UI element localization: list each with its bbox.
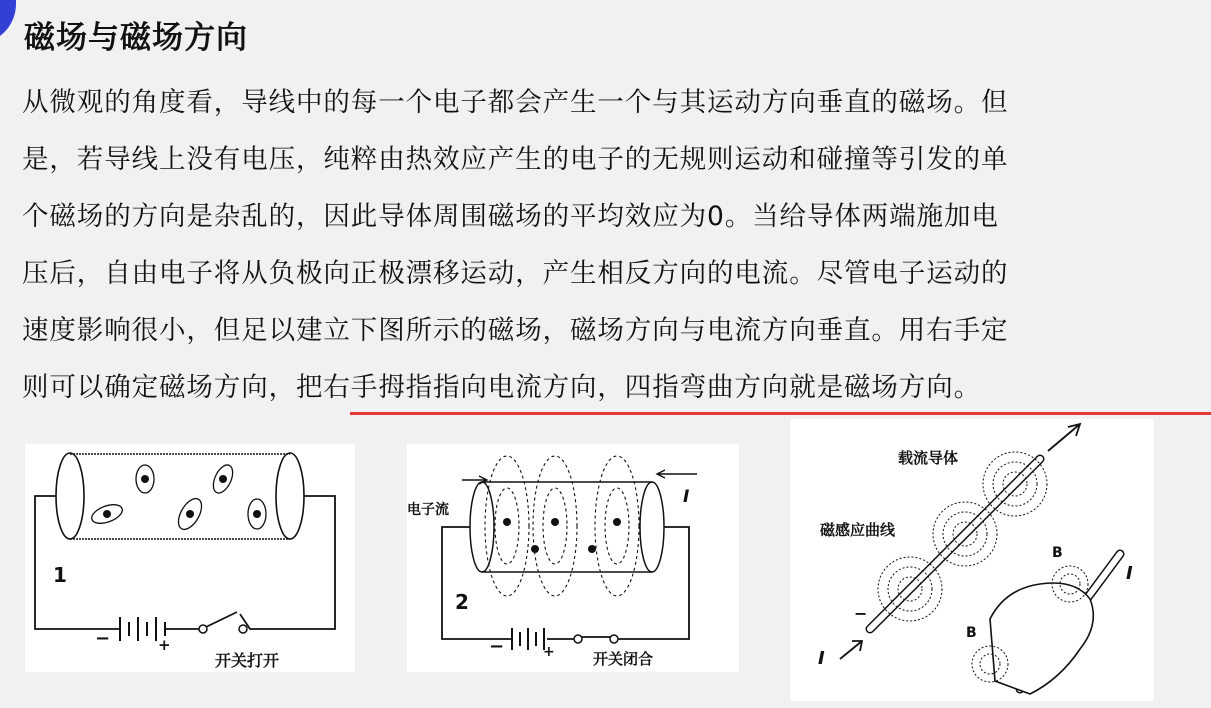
minus-sign: −	[489, 636, 505, 657]
current-label: I	[683, 487, 690, 507]
figure-switch-closed-diagram	[407, 444, 739, 672]
page-title: 磁场与磁场方向	[24, 20, 248, 56]
field-curve-label: 磁感应曲线	[820, 521, 896, 539]
highlight-underline	[350, 412, 1211, 415]
figure-switch-open-diagram	[25, 444, 355, 672]
paragraph-line: 则可以确定磁场方向，把右手拇指指向电流方向，四指弯曲方向就是磁场方向。	[22, 372, 981, 403]
switch-label: 开关打开	[215, 651, 280, 670]
figure-number: 2	[455, 590, 469, 614]
figure-number: 1	[53, 563, 67, 587]
paragraph-line: 速度影响很小，但足以建立下图所示的磁场，磁场方向与电流方向垂直。用右手定	[22, 315, 1009, 346]
b-label: B	[1052, 545, 1063, 561]
paragraph-line: 个磁场的方向是杂乱的，因此导体周围磁场的平均效应为0。当给导体两端施加电	[22, 201, 999, 232]
corner-accent	[0, 0, 16, 44]
figure-switch-closed	[407, 444, 739, 672]
paragraph-line: 从微观的角度看，导线中的每一个电子都会产生一个与其运动方向垂直的磁场。但	[22, 87, 1009, 118]
plus-sign: +	[158, 636, 171, 654]
conductor-label: 载流导体	[898, 449, 959, 467]
figure-switch-open	[25, 444, 355, 672]
current-label-right: I	[1126, 563, 1133, 584]
minus-sign: −	[95, 628, 111, 649]
body-paragraph	[22, 74, 1192, 416]
figure-right-hand-rule-diagram	[790, 419, 1154, 701]
minus-sign: −	[854, 604, 868, 623]
plus-sign: +	[543, 644, 555, 660]
switch-label: 开关闭合	[593, 650, 654, 668]
paragraph-line: 是，若导线上没有电压，纯粹由热效应产生的电子的无规则运动和碰撞等引发的单	[22, 144, 1009, 175]
current-label-left: I	[818, 648, 825, 669]
paragraph-line: 压后，自由电子将从负极向正极漂移运动，产生相反方向的电流。尽管电子运动的	[22, 258, 1009, 289]
b-label: B	[966, 625, 977, 641]
figure-right-hand-rule	[790, 419, 1154, 701]
electron-flow-label: 电子流	[407, 502, 449, 518]
